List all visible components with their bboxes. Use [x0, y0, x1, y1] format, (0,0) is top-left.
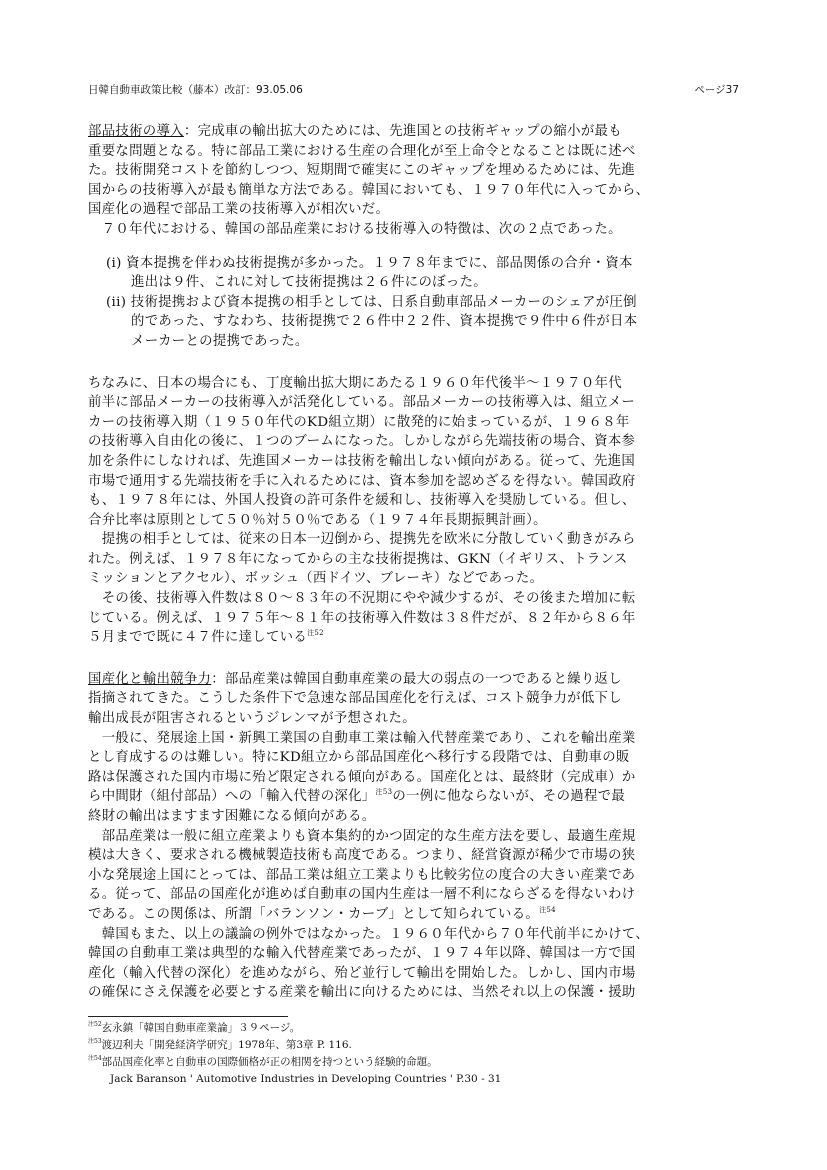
body-text: [88, 122, 754, 1003]
footnote: $^{注53}$渡辺利夫「開発経済学研究」1978年、第3章 P. 116.: [88, 1038, 352, 1051]
page-number: ページ37: [694, 84, 739, 96]
paragraph-line: 終財の輸出はますます困難になる傾向がある。: [88, 809, 376, 824]
paragraph-line: 路は保護された国内市場に殆ど限定される傾向がある。国産化とは、最終財（完成車）か: [88, 769, 636, 785]
footnote-ref: 注52: [307, 629, 324, 638]
paragraph-line: である。この関係は、所謂「バランソン・カーブ」として知られている。$^{注54}$: [88, 905, 556, 922]
paragraph-line: の確保にさえ保護を必要とする産業を輸出に向けるためには、当然それ以上の保護・援助: [88, 985, 636, 1001]
paragraph-line: る。従って、部品の国産化が進めば自動車の国内生産は一層不利にならざるを得ないわけ: [88, 887, 636, 903]
paragraph-line: 小な発展途上国にとっては、部品工業は組立工業よりも比較劣位の度合の大きい産業であ: [88, 867, 636, 883]
footnote-ref: 注54: [539, 905, 556, 914]
paragraph-line: 輸出成長が阻害されるというジレンマが予想された。: [88, 711, 416, 727]
page-header: [88, 82, 739, 100]
paragraph-line: れた。例えば、１９７８年になってからの主な技術提携は、GKN（イギリス、トランス: [88, 551, 628, 567]
paragraph-line: じている。例えば、１９７５年～８１年の技術導入件数は３８件だが、８２年から８６年: [88, 610, 636, 626]
footnote-ref: 注53: [375, 788, 393, 797]
paragraph-line: とし育成するのは難しい。特にKD組立から部品国産化へ移行する段階では、自動車の販: [88, 750, 630, 766]
header-title: 日韓自動車政策比較（藤本）改訂：93.05.06: [88, 84, 303, 96]
paragraph-line: 産化（輸入代替の深化）を進めながら、殆ど並行して輸出を開始した。しかし、国内市場: [88, 965, 636, 981]
paragraph-line: 部品技術の導入：完成車の輸出拡大のためには、先進国との技術ギャップの縮小が最も: [88, 124, 622, 139]
footnote: $^{注54}$部品国産化率と自動車の国際価格が正の相関を持つという経験的命題。: [88, 1055, 438, 1068]
paragraph-line: ら中間財（組付部品）への「輸入代替の深化」$^{注53}$の一例に他ならないが、その過程で最: [88, 788, 626, 805]
list-item-continuation: 進出は９件、これに対して技術提携は２６件にのぼった。: [131, 275, 487, 291]
paragraph-line: 指摘されてきた。こうした条件下で急速な部品国産化を行えば、コスト競争力が低下し: [88, 691, 622, 707]
footnotes: [88, 1016, 754, 1088]
paragraph-line: の技術導入自由化の後に、１つのブームになった。しかしながら先端技術の場合、資本参: [88, 434, 636, 450]
paragraph-line: 一般に、発展途上国・新興工業国の自動車工業は輸入代替産業であり、これを輸出産業: [88, 730, 636, 746]
section-heading-parts-technology: 部品技術の導入: [88, 124, 184, 139]
paragraph-line: 提携の相手としては、従来の日本一辺倒から、提携先を欧米に分散していく動きがみら: [88, 532, 636, 548]
paragraph-line: 模は大きく、要求される機械製造技術も高度である。つまり、経営資源が稀少で市場の狭: [88, 848, 636, 864]
paragraph-line: 合弁比率は原則として５０％対５０％である（１９７４年長期振興計画）。: [88, 512, 547, 528]
list-item-continuation: メーカーとの提携であった。: [131, 333, 309, 349]
list-item-continuation: 的であった、すなわち、技術提携で２６件中２２件、資本提携で９件中６件が日本: [131, 314, 638, 330]
paragraph-line: 市場で通用する先端技術を手に入れるためには、資本参加を認めざるを得ない。韓国政府: [88, 473, 636, 489]
footnote-reference: Jack Baranson ' Automotive Industries in Developing Countries ' P.30 - 31: [110, 1073, 502, 1085]
paragraph-line: 国からの技術導入が最も簡単な方法である。韓国においても、１９７０年代に入ってから、: [88, 182, 650, 198]
paragraph-line: 国産化と輸出競争力：部品産業は韓国自動車産業の最大の弱点の一つであると繰り返し: [88, 671, 622, 687]
paragraph-line: 韓国もまた、以上の議論の例外ではなかった。１９６０年代から７０年代前半にかけて、: [88, 926, 650, 942]
paragraph-line: カーの技術導入期（１９５０年代のKD組立期）に散発的に始まっているが、１９６８年: [88, 414, 630, 430]
paragraph-line: ちなみに、日本の場合にも、丁度輸出拡大期にあたる１９６０年代後半～１９７０年代: [88, 375, 622, 391]
paragraph-line: 前半に部品メーカーの技術導入が活発化している。部品メーカーの技術導入は、組立メー: [88, 395, 636, 411]
paragraph-line: も、１９７８年には、外国人投資の許可条件を緩和し、技術導入を奨励している。但し、: [88, 493, 636, 509]
section-heading-localization: 国産化と輸出競争力: [88, 671, 212, 687]
paragraph-line: 国産化の過程で部品工業の技術導入が相次いだ。: [88, 202, 390, 218]
paragraph-line: 部品産業は一般に組立産業よりも資本集約的かつ固定的な生産方法を要し、最適生産規: [88, 828, 636, 844]
paragraph-line: た。技術開発コストを節約しつつ、短期間で確実にこのギャップを埋めるためには、先進: [88, 163, 636, 179]
footnote-divider: [88, 1016, 288, 1017]
paragraph-line: 重要な問題となる。特に部品工業における生産の合理化が至上命令となることは既に述べ: [88, 143, 636, 159]
paragraph-line: 加を条件にしなければ、先進国メーカーは技術を輸出しない傾向がある。従って、先進国: [88, 453, 636, 469]
list-item: (i) 資本提携を伴わぬ技術提携が多かった。１９７８年までに、部品関係の合弁・資本: [106, 255, 633, 271]
paragraph-line: 韓国の自動車工業は典型的な輸入代替産業であったが、１９７４年以降、韓国は一方で国: [88, 946, 636, 962]
footnote: $^{注52}$玄永鎮「韓国自動車産業論」３９ページ。: [88, 1021, 301, 1034]
paragraph-line: その後、技術導入件数は８０～８３年の不況期にやや減少するが、その後また増加に転: [88, 591, 636, 607]
paragraph-line: ５月までで既に４７件に達している$^{注52}$: [88, 629, 324, 646]
feature-list: [88, 254, 754, 352]
paragraph-line: ミッションとアクセル）、ボッシュ（西ドイツ、ブレーキ）などであった。: [88, 571, 544, 587]
paragraph-line: ７０年代における、韓国の部品産業における技術導入の特徴は、次の２点であった。: [88, 221, 622, 237]
list-item: (ii) 技術提携および資本提携の相手としては、日系自動車部品メーカーのシェアが圧倒: [106, 294, 637, 310]
